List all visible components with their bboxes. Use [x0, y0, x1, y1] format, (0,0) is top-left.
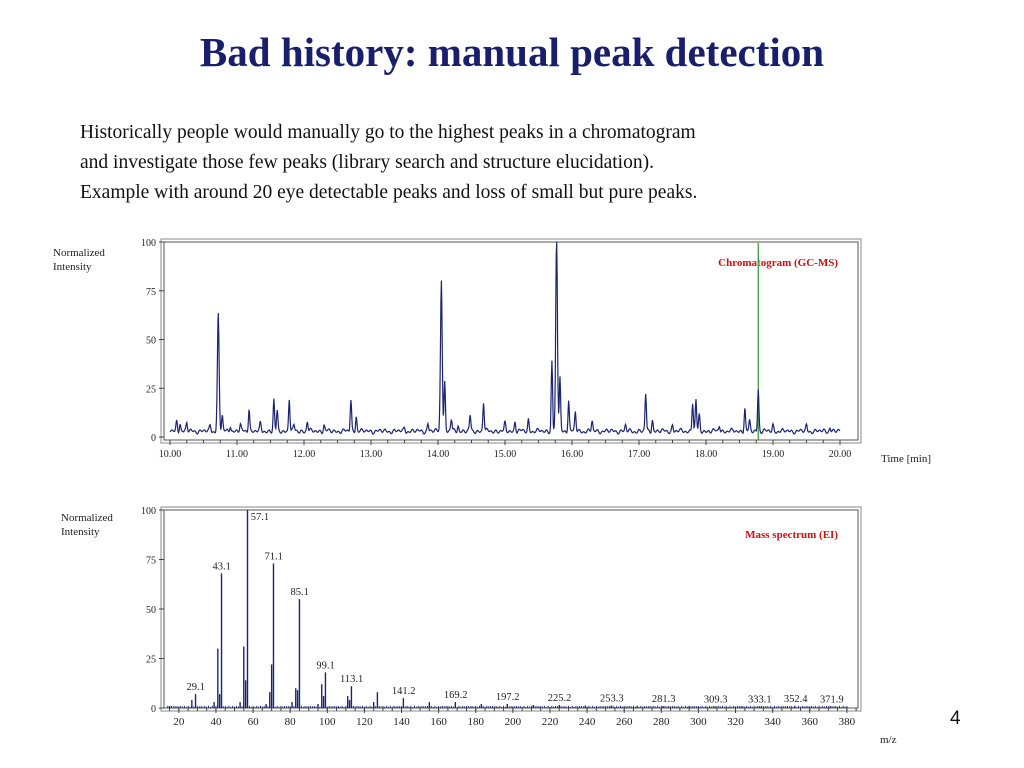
- x-tick-label: 200: [504, 716, 522, 728]
- x-tick-label: 13.00: [359, 449, 383, 460]
- plot-frame-outer: [161, 239, 861, 443]
- x-tick-label: 380: [838, 716, 856, 728]
- peak-label: 371.9: [820, 694, 844, 706]
- x-tick-label: 17.00: [627, 449, 651, 460]
- peak-label: 352.4: [783, 694, 808, 706]
- slide-title: Bad history: manual peak detection: [199, 29, 825, 75]
- plot-frame: [164, 242, 858, 440]
- peak-label: 333.1: [748, 694, 772, 706]
- peak-label: 71.1: [264, 551, 283, 563]
- x-tick-label: 360: [801, 716, 819, 728]
- x-tick-label: 19.00: [761, 449, 785, 460]
- y-axis-label-line2: Intensity: [61, 526, 100, 538]
- x-tick-label: 18.00: [694, 449, 718, 460]
- peak-label: 99.1: [316, 660, 335, 672]
- peak-label: 169.2: [443, 690, 468, 702]
- y-tick-label: 50: [146, 605, 156, 616]
- y-tick-label: 100: [141, 238, 156, 249]
- y-tick-label: 0: [151, 433, 156, 444]
- x-tick-label: 240: [578, 716, 596, 728]
- y-axis-label-line2: Intensity: [53, 261, 92, 273]
- x-tick-label: 60: [247, 716, 259, 728]
- chart-title: Mass spectrum (EI): [745, 529, 838, 541]
- peak-label: 309.3: [703, 694, 728, 706]
- y-tick-label: 25: [146, 384, 156, 396]
- x-tick-label: 320: [727, 716, 744, 728]
- x-tick-label: 20: [173, 716, 185, 728]
- x-tick-label: 100: [319, 716, 336, 728]
- peak-label: 57.1: [250, 512, 270, 523]
- peak-label: 141.2: [391, 686, 416, 698]
- x-axis-label: Time [min]: [881, 453, 932, 465]
- x-tick-label: 10.00: [158, 449, 182, 460]
- x-tick-label: 280: [653, 716, 670, 728]
- x-tick-label: 80: [284, 716, 296, 728]
- x-tick-label: 12.00: [292, 449, 316, 460]
- paragraph-line: Example with around 20 eye detectable peaks and loss of small but pure peaks.: [80, 182, 698, 203]
- chart-title: Chromatogram (GC-MS): [718, 257, 838, 269]
- x-tick-label: 120: [356, 716, 373, 728]
- y-tick-label: 25: [146, 654, 156, 666]
- x-tick-label: 300: [690, 716, 707, 728]
- x-tick-label: 40: [210, 716, 222, 728]
- peak-label: 29.1: [186, 682, 205, 694]
- chromatogram-trace: [170, 242, 840, 434]
- paragraph-line: Historically people would manually go to the highest peaks in a chromatogram: [80, 122, 696, 143]
- y-tick-label: 50: [146, 335, 156, 347]
- x-tick-label: 340: [764, 716, 781, 728]
- peak-label: 225.2: [547, 693, 572, 705]
- x-tick-label: 140: [393, 716, 410, 728]
- x-tick-label: 20.00: [828, 449, 852, 460]
- y-tick-label: 75: [146, 286, 156, 298]
- y-axis-label-line1: Normalized: [53, 247, 105, 259]
- paragraph-line: and investigate those few peaks (library search and structure elucidation).: [80, 152, 654, 173]
- peak-label: 113.1: [339, 674, 364, 686]
- x-tick-label: 16.00: [560, 449, 584, 460]
- x-tick-label: 180: [467, 716, 484, 728]
- slide-number: 4: [950, 708, 961, 729]
- x-tick-label: 14.00: [426, 449, 450, 460]
- x-axis-label: m/z: [880, 734, 897, 746]
- y-tick-label: 100: [141, 506, 156, 517]
- peak-label: 253.3: [599, 693, 624, 705]
- y-axis-label-line1: Normalized: [61, 512, 113, 524]
- x-tick-label: 15.00: [493, 449, 517, 460]
- peak-label: 85.1: [290, 587, 309, 599]
- x-tick-label: 11.00: [225, 449, 249, 460]
- peak-label: 197.2: [495, 692, 520, 704]
- peak-label: 281.3: [651, 694, 676, 706]
- peak-label: 43.1: [212, 561, 231, 573]
- x-tick-label: 160: [430, 716, 447, 728]
- y-tick-label: 0: [151, 704, 156, 715]
- x-tick-label: 260: [615, 716, 633, 728]
- x-tick-label: 220: [541, 716, 559, 728]
- y-tick-label: 75: [146, 555, 156, 567]
